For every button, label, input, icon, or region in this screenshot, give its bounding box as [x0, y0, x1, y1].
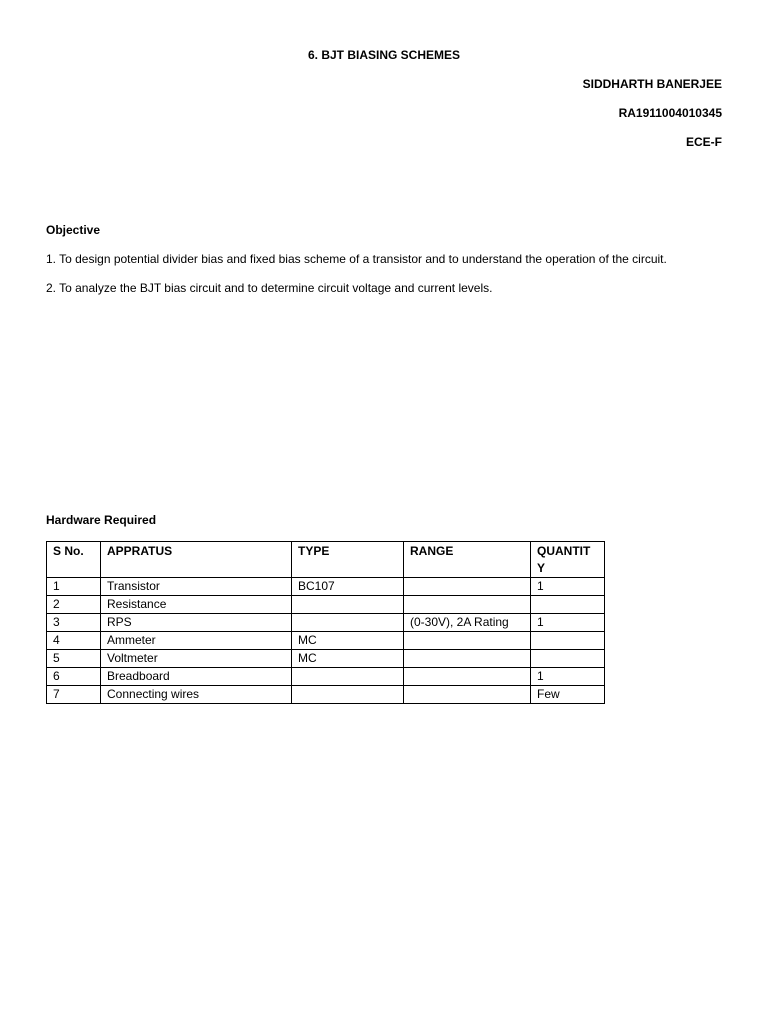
cell-type: MC	[292, 650, 404, 668]
table-row	[47, 632, 605, 650]
author-section: ECE-F	[686, 135, 722, 149]
cell-sno: 2	[47, 596, 101, 614]
cell-type	[292, 668, 404, 686]
cell-range	[404, 668, 531, 686]
column-header-quantity: QUANTIT Y	[531, 542, 605, 578]
cell-sno: 4	[47, 632, 101, 650]
cell-apparatus: Ammeter	[101, 632, 292, 650]
cell-sno: 7	[47, 686, 101, 704]
cell-quantity: 1	[531, 578, 605, 596]
table-row	[47, 650, 605, 668]
cell-type: BC107	[292, 578, 404, 596]
column-header-apparatus: APPRATUS	[101, 542, 292, 578]
objective-item: 2. To analyze the BJT bias circuit and to determine circuit voltage and current levels.	[46, 281, 493, 295]
document-title: 6. BJT BIASING SCHEMES	[307, 48, 461, 62]
cell-range	[404, 578, 531, 596]
cell-range	[404, 596, 531, 614]
objective-item: 1. To design potential divider bias and fixed bias scheme of a transistor and to understand the operation of the circuit.	[46, 252, 667, 266]
cell-range: (0-30V), 2A Rating	[404, 614, 531, 632]
table-row	[47, 596, 605, 614]
cell-quantity: Few	[531, 686, 605, 704]
cell-sno: 3	[47, 614, 101, 632]
author-name: SIDDHARTH BANERJEE	[582, 77, 722, 91]
cell-quantity	[531, 596, 605, 614]
cell-apparatus: RPS	[101, 614, 292, 632]
cell-quantity	[531, 650, 605, 668]
cell-apparatus: Transistor	[101, 578, 292, 596]
table-row	[47, 578, 605, 596]
cell-range	[404, 632, 531, 650]
column-header-type: TYPE	[292, 542, 404, 578]
cell-quantity: 1	[531, 668, 605, 686]
cell-apparatus: Connecting wires	[101, 686, 292, 704]
cell-type	[292, 614, 404, 632]
cell-type	[292, 686, 404, 704]
hardware-table	[46, 541, 605, 704]
objective-heading: Objective	[46, 223, 101, 237]
cell-range	[404, 686, 531, 704]
column-header-range: RANGE	[404, 542, 531, 578]
cell-apparatus: Breadboard	[101, 668, 292, 686]
table-header-row	[47, 542, 605, 578]
table-row	[47, 686, 605, 704]
cell-range	[404, 650, 531, 668]
cell-quantity: 1	[531, 614, 605, 632]
column-header-sno: S No.	[47, 542, 101, 578]
cell-apparatus: Voltmeter	[101, 650, 292, 668]
cell-sno: 1	[47, 578, 101, 596]
cell-sno: 6	[47, 668, 101, 686]
author-registration-number: RA1911004010345	[618, 106, 722, 120]
cell-sno: 5	[47, 650, 101, 668]
cell-type	[292, 596, 404, 614]
cell-type: MC	[292, 632, 404, 650]
table-row	[47, 614, 605, 632]
table-row	[47, 668, 605, 686]
cell-quantity	[531, 632, 605, 650]
hardware-heading: Hardware Required	[46, 513, 157, 527]
cell-apparatus: Resistance	[101, 596, 292, 614]
